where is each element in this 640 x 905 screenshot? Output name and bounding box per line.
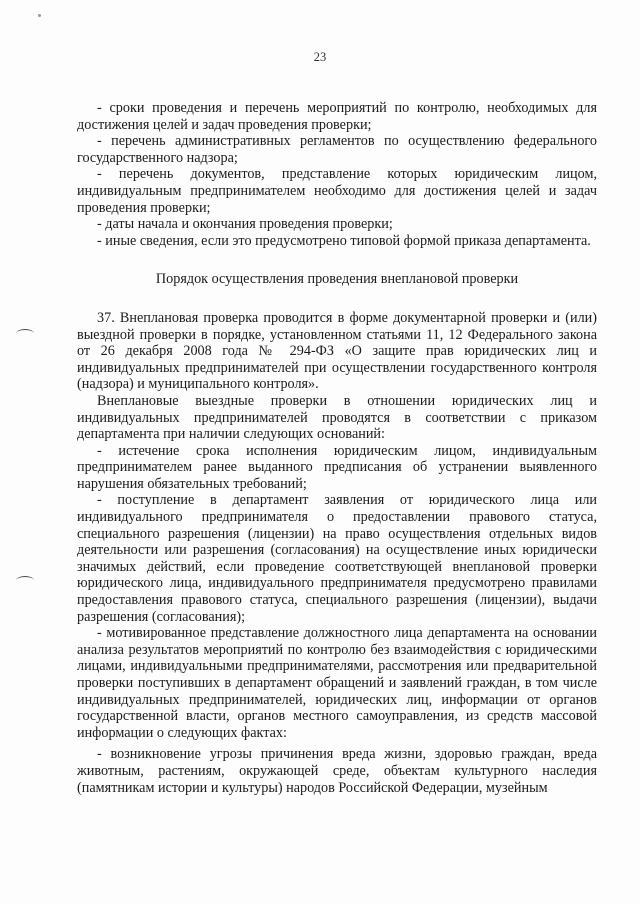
page-number: 23 (313, 50, 327, 64)
list-item-motivated-submission: - мотивированное представление должностного лица департамента на основании анализа результатов мероприятий по контролю без взаимодействия с юридическими лицами, индивидуальными предпринимателями, рассмотрения или предварительной проверки поступивших в департамент обращений и заявлений граждан, в том числе индивидуальных предпринимателей, юридических лиц, информации от органов государственной власти, органов местного самоуправления, из средств массовой информации о следующих фактах: (77, 625, 597, 741)
paragraph-37: 37. Внеплановая проверка проводится в форме документарной проверки и (или) выездной проверки в порядке, установленном статьями 11, 12 Федерального закона от 26 декабря 2008 года № 294-ФЗ «О защите прав юридических лиц и индивидуальных предпринимателей при осуществлении государственного контроля (надзора) и муниципального контроля». (77, 309, 597, 393)
list-item-regulations: - перечень административных регламентов по осуществлению федерального государственного надзора; (77, 133, 597, 166)
list-item-order-expiry: - истечение срока исполнения юридическим лицом, индивидуальным предпринимателем ранее выданного предписания об устранении выявленного нарушения обязательных требований; (77, 442, 597, 492)
paragraph-unscheduled-inspections: Внеплановые выездные проверки в отношении юридических лиц и индивидуальных предпринимателей проводятся в соответствии с приказом департамента при наличии следующих оснований: (77, 392, 597, 443)
section-heading: Порядок осуществления проведения внеплановой проверки (155, 271, 519, 288)
scan-speck (38, 14, 41, 17)
document-body (77, 100, 597, 796)
list-item-documents: - перечень документов, представление которых юридическим лицом, индивидуальным предпринимателем необходимо для достижения целей и задач проведения проверки; (77, 166, 597, 216)
list-item-dates: - даты начала и окончания проведения проверки; (97, 216, 393, 233)
list-item-other-info: - иные сведения, если это предусмотрено типовой формой приказа департамента. (97, 232, 591, 249)
binder-hole-mark (16, 576, 34, 585)
binder-hole-mark (16, 329, 34, 338)
list-item-inspection-terms: - сроки проведения и перечень мероприятий по контролю, необходимых для достижения целей и задач проведения проверки; (77, 100, 597, 133)
list-item-threat: - возникновение угрозы причинения вреда жизни, здоровью граждан, вреда животным, растениям, окружающей среде, объектам культурного наследия (памятникам истории и культуры) народов Российской Федерации, музейным (77, 746, 597, 796)
list-item-application: - поступление в департамент заявления от юридического лица или индивидуального предпринимателя о предоставлении правового статуса, специального разрешения (лицензии) на право осуществления отдельных видов деятельности или разрешения (согласования) на осуществление иных юридически значимых действий, если проведение соответствующей внеплановой проверки юридического лица, индивидуального предпринимателя предусмотрено правилами предоставления правового статуса, специального разрешения (лицензии), выдачи разрешения (согласования); (77, 492, 597, 625)
